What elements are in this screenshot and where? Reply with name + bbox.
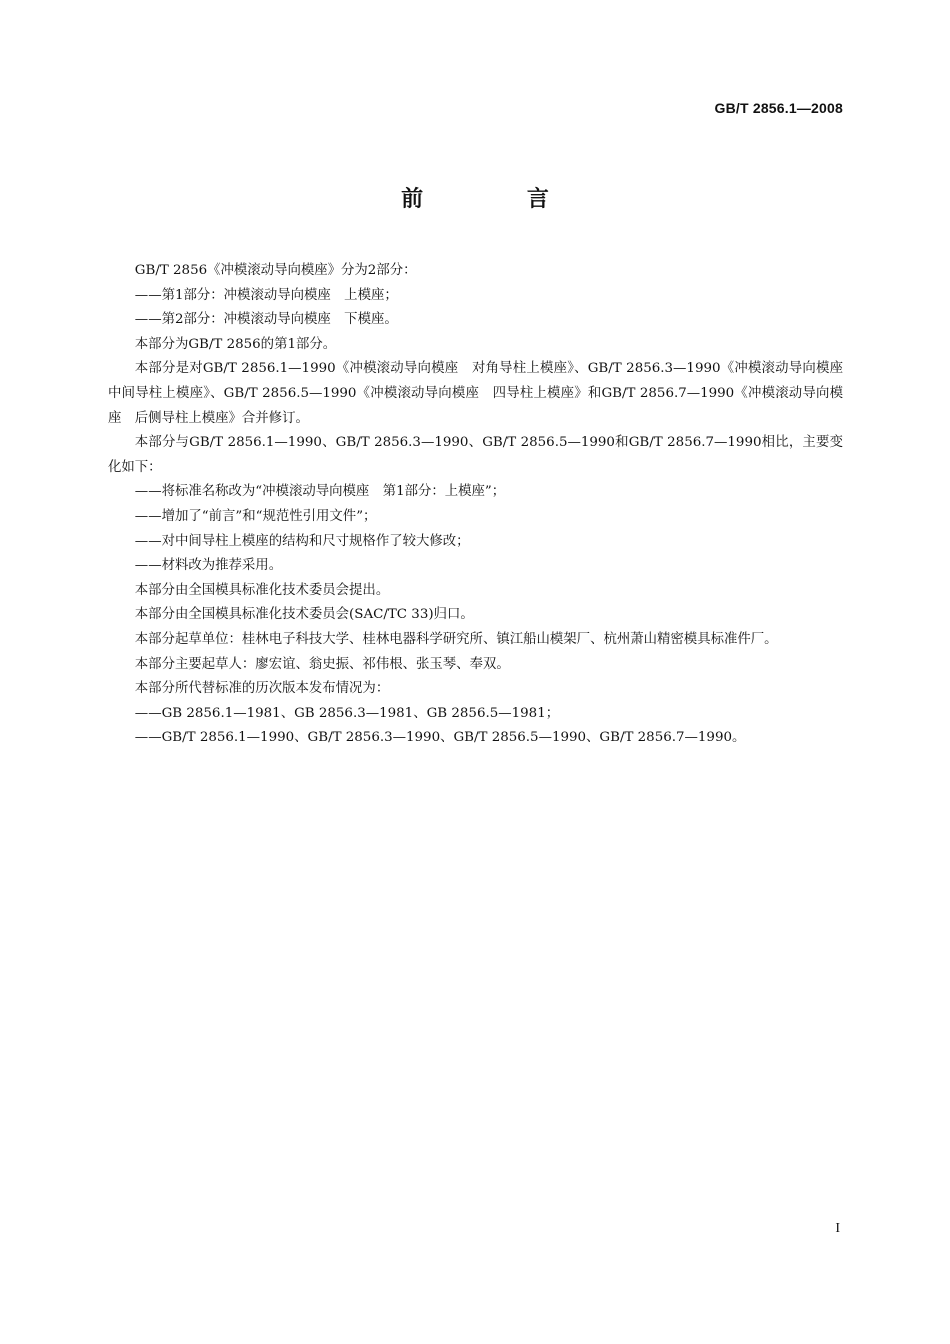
paragraph: 本部分与GB/T 2856.1—1990、GB/T 2856.3—1990、GB/T 2856.5—1990和GB/T 2856.7—1990相比，主要变化如下： [108, 435, 843, 475]
list-item: ——对中间导柱上模座的结构和尺寸规格作了较大修改； [134, 533, 470, 549]
list-item: ——GB 2856.1—1981、GB 2856.3—1981、GB 2856.5—1981； [134, 705, 560, 721]
list-item: ——材料改为推荐采用。 [134, 558, 283, 574]
paragraph: 本部分为GB/T 2856的第1部分。 [134, 336, 337, 352]
paragraph: 本部分主要起草人：廖宏谊、翁史振、祁伟根、张玉琴、奉双。 [134, 656, 510, 672]
paragraph: 本部分由全国模具标准化技术委员会提出。 [134, 582, 390, 598]
paragraph: 本部分是对GB/T 2856.1—1990《冲模滚动导向模座 对角导柱上模座》、GB/T 2856.3—1990《冲模滚动导向模座 中间导柱上模座》、GB/T 2856.5—1990《冲模滚动导向模座 四导柱上模座》和GB/T 2856.7—1990《冲模滚动导向模座 后侧导柱上模座》合并修订。 [108, 361, 857, 426]
page-title: 前 言 [401, 187, 597, 212]
paragraph: 本部分起草单位：桂林电子科技大学、桂林电器科学研究所、镇江船山模架厂、杭州萧山精密模具标准件厂。 [134, 631, 778, 647]
paragraph: 本部分由全国模具标准化技术委员会(SAC/TC 33)归口。 [134, 607, 474, 623]
paragraph: 本部分所代替标准的历次版本发布情况为： [134, 681, 390, 697]
page-number: I [835, 1221, 840, 1236]
list-item: ——GB/T 2856.1—1990、GB/T 2856.3—1990、GB/T 2856.5—1990、GB/T 2856.7—1990。 [134, 730, 746, 746]
document-number: GB/T 2856.1—2008 [714, 100, 843, 116]
list-item: ——第1部分：冲模滚动导向模座 上模座； [134, 287, 398, 303]
list-item: ——增加了“前言”和“规范性引用文件”； [134, 508, 377, 524]
foreword-body [108, 259, 857, 751]
list-item: ——第2部分：冲模滚动导向模座 下模座。 [134, 312, 398, 328]
list-item: ——将标准名称改为“冲模滚动导向模座 第1部分：上模座”； [134, 484, 506, 500]
paragraph: GB/T 2856《冲模滚动导向模座》分为2部分： [134, 263, 417, 278]
